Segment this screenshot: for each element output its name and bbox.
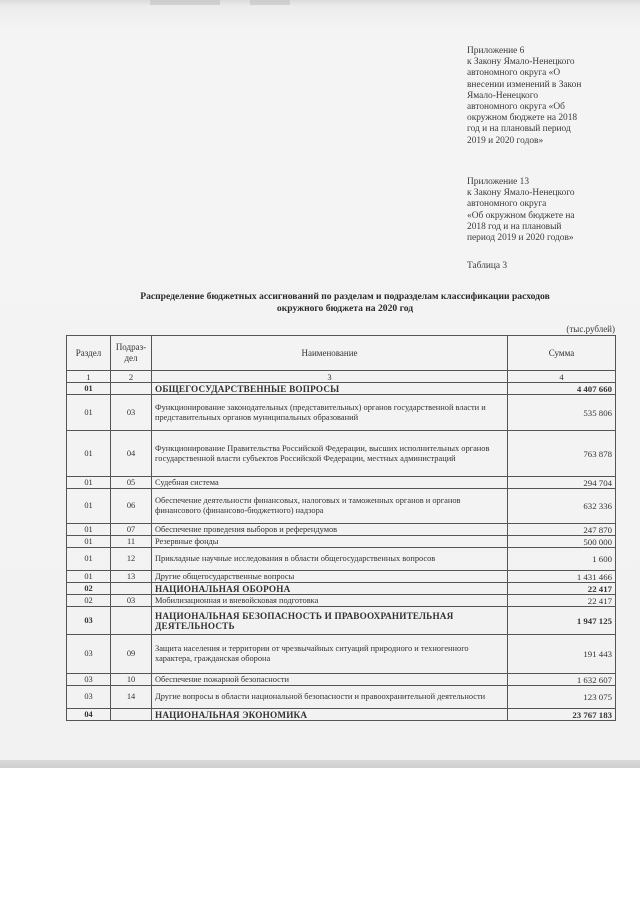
unit-label: (тыс.рублей) — [566, 324, 615, 334]
name-cell: Резервные фонды — [152, 536, 508, 548]
subsection-cell: 06 — [111, 489, 152, 524]
sum-cell: 1 431 466 — [508, 571, 616, 583]
scan-smudge — [150, 0, 220, 5]
table-row — [67, 583, 616, 595]
table-label: Таблица 3 — [467, 261, 508, 271]
appendix-13-line: «Об окружном бюджете на — [467, 210, 575, 221]
subsection-cell: 11 — [111, 536, 152, 548]
appendix-6-line: Ямало-Ненецкого — [467, 90, 539, 101]
sum-cell: 4 407 660 — [508, 383, 616, 395]
section-cell: 01 — [67, 571, 111, 583]
index-cell: 4 — [508, 371, 616, 383]
section-cell: 02 — [67, 595, 111, 607]
header-subsection: Подраз-дел — [111, 336, 152, 371]
budget-rows — [67, 383, 616, 721]
subsection-cell: 03 — [111, 395, 152, 431]
subsection-cell — [111, 607, 152, 635]
table-row — [67, 489, 616, 524]
subsection-cell: 07 — [111, 524, 152, 536]
index-cell: 1 — [67, 371, 111, 383]
section-cell: 01 — [67, 383, 111, 395]
section-cell: 03 — [67, 686, 111, 709]
name-cell: Прикладные научные исследования в области общегосударственных вопросов — [152, 548, 508, 571]
appendix-6-line: автономного округа «О — [467, 68, 561, 79]
section-cell: 03 — [67, 635, 111, 674]
appendix-13-line: 2018 год и на плановый — [467, 221, 562, 232]
section-cell: 01 — [67, 524, 111, 536]
section-cell: 02 — [67, 583, 111, 595]
section-cell: 01 — [67, 536, 111, 548]
sum-cell: 247 870 — [508, 524, 616, 536]
sum-cell: 23 767 183 — [508, 709, 616, 721]
title-line: Распределение бюджетных ассигнований по разделам и подразделам классификации расходов — [140, 291, 550, 302]
section-cell: 03 — [67, 674, 111, 686]
subsection-cell: 05 — [111, 477, 152, 489]
sum-cell: 763 878 — [508, 431, 616, 477]
appendix-6-line: Приложение 6 — [467, 46, 525, 56]
index-row — [67, 371, 616, 383]
header-section: Раздел — [67, 336, 111, 371]
name-cell: НАЦИОНАЛЬНАЯ ЭКОНОМИКА — [152, 709, 508, 721]
name-cell: Обеспечение деятельности финансовых, налоговых и таможенных органов и органов финансового (финансово-бюджетного) надзора — [152, 489, 508, 524]
name-cell: Функционирование Правительства Российской Федерации, высших исполнительных органов государственной власти субъектов Российской Федерации, местных администраций — [152, 431, 508, 477]
section-cell: 03 — [67, 607, 111, 635]
appendix-6-line: год и на плановый период — [467, 124, 571, 135]
table-row — [67, 674, 616, 686]
sum-cell: 123 075 — [508, 686, 616, 709]
table-row — [67, 607, 616, 635]
name-cell: Другие вопросы в области национальной безопасности и правоохранительной деятельности — [152, 686, 508, 709]
name-cell: Функционирование законодательных (представительных) органов государственной власти и представительных органов муниципальных образований — [152, 395, 508, 431]
section-cell: 01 — [67, 431, 111, 477]
appendix-6-line: к Закону Ямало-Ненецкого — [467, 57, 575, 68]
subsection-cell: 14 — [111, 686, 152, 709]
table-row — [67, 595, 616, 607]
appendix-6-line: внесении изменений в Закон — [467, 79, 582, 90]
header-name: Наименование — [152, 336, 508, 371]
sum-cell: 191 443 — [508, 635, 616, 674]
name-cell: Обеспечение проведения выборов и референдумов — [152, 524, 508, 536]
subsection-cell: 03 — [111, 595, 152, 607]
scan-smudge — [250, 0, 290, 5]
appendix-13-line: период 2019 и 2020 годов» — [467, 233, 574, 244]
section-cell: 01 — [67, 489, 111, 524]
subsection-cell: 04 — [111, 431, 152, 477]
sum-cell: 22 417 — [508, 583, 616, 595]
table-row — [67, 709, 616, 721]
name-cell: Мобилизационная и вневойсковая подготовка — [152, 595, 508, 607]
table-row — [67, 383, 616, 395]
sum-cell: 1 632 607 — [508, 674, 616, 686]
appendix-13-line: автономного округа — [467, 199, 547, 210]
section-cell: 01 — [67, 477, 111, 489]
table-row — [67, 548, 616, 571]
header-row — [67, 336, 616, 371]
sum-cell: 535 806 — [508, 395, 616, 431]
name-cell: Другие общегосударственные вопросы — [152, 571, 508, 583]
appendix-13-line: к Закону Ямало-Ненецкого — [467, 188, 575, 199]
table-row — [67, 431, 616, 477]
subsection-cell: 12 — [111, 548, 152, 571]
subsection-cell: 09 — [111, 635, 152, 674]
section-cell: 04 — [67, 709, 111, 721]
table-row — [67, 571, 616, 583]
table-row — [67, 686, 616, 709]
sum-cell: 22 417 — [508, 595, 616, 607]
appendix-6-line: автономного округа «Об — [467, 102, 565, 113]
appendix-13-line: Приложение 13 — [467, 177, 530, 187]
budget-table — [66, 335, 616, 721]
name-cell: Судебная система — [152, 477, 508, 489]
subsection-cell: 13 — [111, 571, 152, 583]
subsection-cell — [111, 583, 152, 595]
sum-cell: 632 336 — [508, 489, 616, 524]
appendix-6-note — [467, 46, 617, 147]
name-cell: НАЦИОНАЛЬНАЯ БЕЗОПАСНОСТЬ И ПРАВООХРАНИТЕЛЬНАЯ ДЕЯТЕЛЬНОСТЬ — [152, 607, 508, 635]
sum-cell: 1 600 — [508, 548, 616, 571]
subsection-cell: 10 — [111, 674, 152, 686]
name-cell: Обеспечение пожарной безопасности — [152, 674, 508, 686]
title-line: окружного бюджета на 2020 год — [276, 303, 414, 314]
table-row — [67, 536, 616, 548]
section-cell: 01 — [67, 395, 111, 431]
sum-cell: 500 000 — [508, 536, 616, 548]
document-title — [80, 291, 610, 315]
index-cell: 3 — [152, 371, 508, 383]
subsection-cell — [111, 709, 152, 721]
name-cell: ОБЩЕГОСУДАРСТВЕННЫЕ ВОПРОСЫ — [152, 383, 508, 395]
appendix-6-line: 2019 и 2020 годов» — [467, 135, 544, 146]
page-bottom-edge — [0, 760, 640, 768]
name-cell: Защита населения и территории от чрезвычайных ситуаций природного и техногенного характера, гражданская оборона — [152, 635, 508, 674]
table-row — [67, 524, 616, 536]
table-row — [67, 477, 616, 489]
subsection-cell — [111, 383, 152, 395]
sum-cell: 1 947 125 — [508, 607, 616, 635]
table-row — [67, 635, 616, 674]
header-sum: Сумма — [508, 336, 616, 371]
index-cell: 2 — [111, 371, 152, 383]
appendix-6-line: окружном бюджете на 2018 — [467, 113, 578, 124]
sum-cell: 294 704 — [508, 477, 616, 489]
name-cell: НАЦИОНАЛЬНАЯ ОБОРОНА — [152, 583, 508, 595]
table-row — [67, 395, 616, 431]
appendix-13-note — [467, 177, 617, 244]
section-cell: 01 — [67, 548, 111, 571]
